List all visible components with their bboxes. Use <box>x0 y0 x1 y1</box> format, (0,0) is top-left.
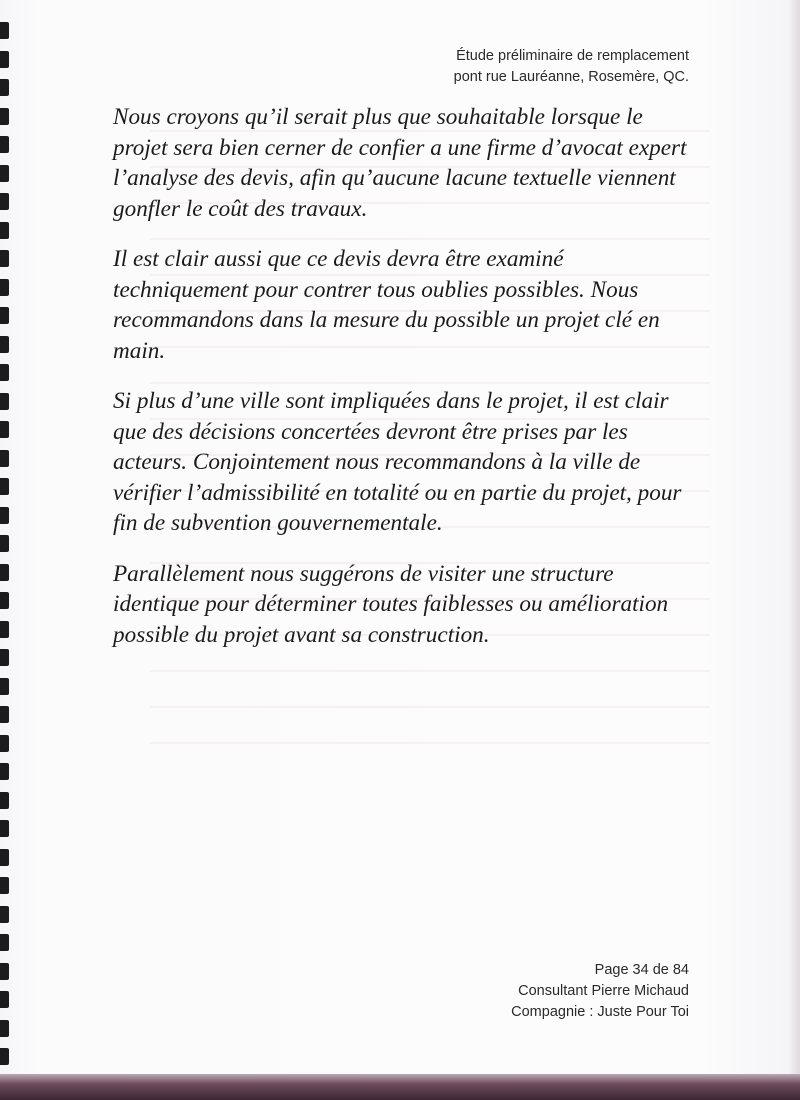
paragraph: Parallèlement nous suggérons de visiter une structure identique pour déterminer toutes faiblesses ou amélioration possible du projet avant sa construction. <box>113 560 669 648</box>
header-location: pont rue Lauréanne, Rosemère, QC. <box>453 69 689 85</box>
paragraph: Si plus d’une ville sont impliquées dans le projet, il est clair que des décisions concertées devront être prises par les acteurs. Conjointement nous recommandons à la ville de vérifier l’admissibilité en totalité ou en partie du projet, pour fin de subvention gouvernementale. <box>113 388 682 536</box>
binding-hole <box>0 1048 9 1065</box>
binding-hole <box>0 592 9 609</box>
binding-hole <box>0 934 9 951</box>
binding-hole <box>0 51 9 68</box>
header-title: Étude préliminaire de remplacement <box>456 48 689 64</box>
binding-hole <box>0 621 9 638</box>
binding-hole <box>0 792 9 809</box>
binding-hole <box>0 963 9 980</box>
binding-hole <box>0 108 9 125</box>
page-number: Page 34 de 84 <box>594 962 689 978</box>
binding-hole <box>0 193 9 210</box>
binding-hole <box>0 22 9 39</box>
page-header <box>454 46 689 88</box>
binding-hole <box>0 336 9 353</box>
binding-hole <box>0 307 9 324</box>
binding-hole <box>0 735 9 752</box>
binding-hole <box>0 421 9 438</box>
page-edge-shadow <box>788 0 800 1074</box>
paragraph: Il est clair aussi que ce devis devra être examiné techniquement pour contrer tous oublies possibles. Nous recommandons dans la mesure du possible un projet clé en main. <box>113 246 660 364</box>
binding-hole <box>0 364 9 381</box>
binding-hole <box>0 564 9 581</box>
binding-hole <box>0 165 9 182</box>
binding-hole <box>0 535 9 552</box>
bottom-edge <box>0 1074 800 1100</box>
paragraph: Nous croyons qu’il serait plus que souhaitable lorsque le projet sera bien cerner de confier a une firme d’avocat expert l’analyse des devis, afin qu’aucune lacune textuelle viennent gonfler le coût des travaux. <box>113 104 687 222</box>
binding-hole <box>0 393 9 410</box>
binding-hole <box>0 450 9 467</box>
binding-hole <box>0 507 9 524</box>
binding-hole <box>0 906 9 923</box>
binding-hole <box>0 79 9 96</box>
binding-hole <box>0 678 9 695</box>
binding-hole <box>0 1020 9 1037</box>
company-name: Compagnie : Juste Pour Toi <box>511 1004 689 1020</box>
body-text <box>113 102 693 670</box>
binding-hole <box>0 136 9 153</box>
binding-hole <box>0 478 9 495</box>
binding-hole <box>0 649 9 666</box>
binding-hole <box>0 991 9 1008</box>
binding-hole <box>0 763 9 780</box>
page-footer <box>511 960 689 1023</box>
binding-hole <box>0 849 9 866</box>
spiral-binding <box>0 0 16 1100</box>
binding-hole <box>0 877 9 894</box>
binding-hole <box>0 222 9 239</box>
binding-hole <box>0 820 9 837</box>
consultant-name: Consultant Pierre Michaud <box>518 983 689 999</box>
binding-hole <box>0 279 9 296</box>
binding-hole <box>0 706 9 723</box>
binding-hole <box>0 250 9 267</box>
